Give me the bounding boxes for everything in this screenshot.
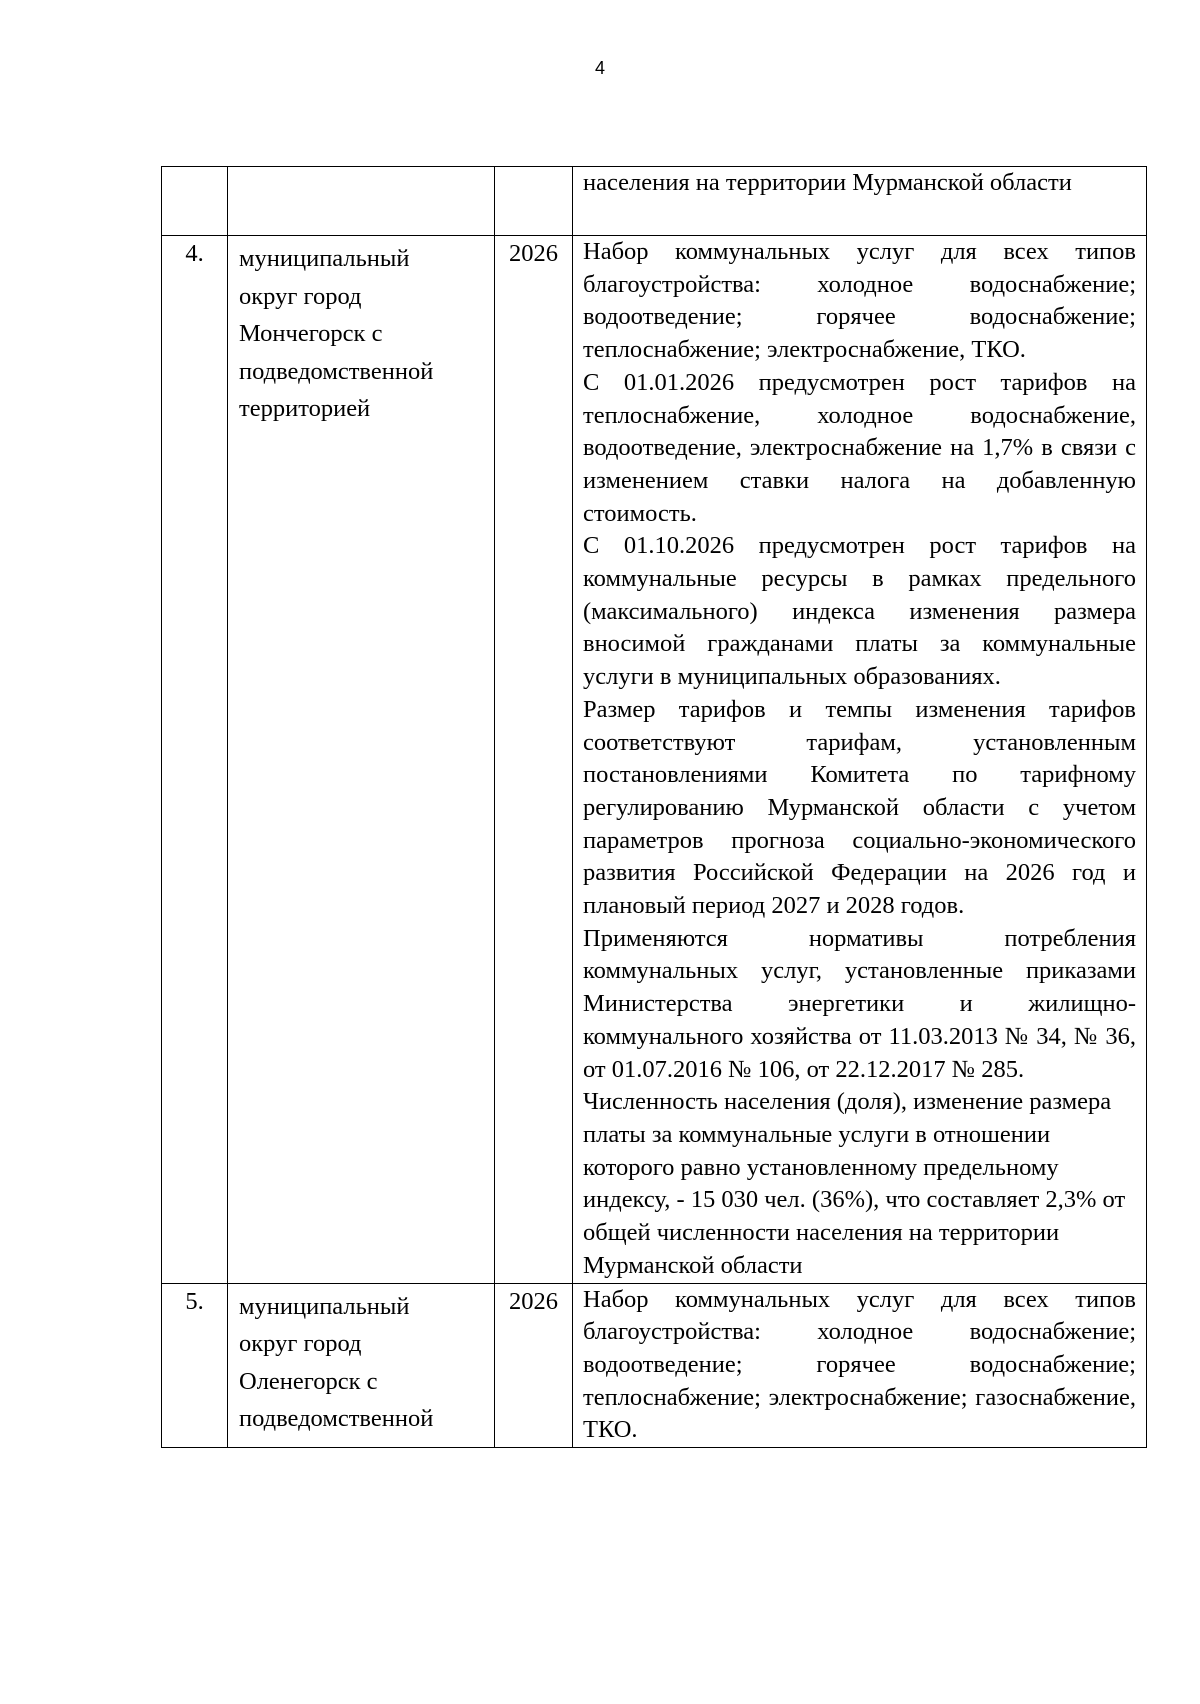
description-cell	[573, 1283, 1147, 1448]
description-paragraph: Набор коммунальных услуг для всех типов благоустройства: холодное водоснабжение; водоотведение; горячее водоснабжение; теплоснабжение; электроснабжение; газоснабжение, ТКО.	[583, 1285, 1136, 1444]
row-number-cell	[162, 167, 228, 236]
municipality-cell	[228, 236, 495, 1284]
description-paragraph: Размер тарифов и темпы изменения тарифов соответствуют тарифам, установленным постановлениями Комитета по тарифному регулированию Мурманской области с учетом параметров прогноза социально-экономического развития Российской Федерации на 2026 год и плановый период 2027 и 2028 годов.	[583, 695, 1136, 920]
description-paragraph: С 01.01.2026 предусмотрен рост тарифов на теплоснабжение, холодное водоснабжение, водоотведение, электроснабжение на 1,7% в связи с изменением ставки налога на добавленную стоимость.	[583, 368, 1136, 527]
description-paragraph: населения на территории Мурманской области	[583, 169, 1072, 196]
municipality-cell	[228, 167, 495, 236]
row-number-cell: 5.	[162, 1283, 228, 1448]
municipality-cell	[228, 1283, 495, 1448]
municipality-line: подведомственной	[239, 1405, 434, 1433]
municipal-tariff-table	[161, 166, 1147, 1448]
description-paragraph: Применяются нормативы потребления коммунальных услуг, установленные приказами Министерства энергетики и жилищно-коммунального хозяйства от 11.03.2013 № 34, № 36, от 01.07.2016 № 106, от 22.12.2017 № 285.	[583, 924, 1136, 1083]
municipality-line: территорией	[239, 395, 371, 423]
year-cell: 2026	[495, 236, 573, 1284]
municipality-line: муниципальный	[239, 245, 410, 272]
year-cell: 2026	[495, 1283, 573, 1448]
municipality-line: Мончегорск с	[239, 320, 383, 348]
description-paragraph: Набор коммунальных услуг для всех типов благоустройства: холодное водоснабжение; водоотведение; горячее водоснабжение; теплоснабжение; электроснабжение, ТКО.	[583, 238, 1136, 364]
municipality-line: подведомственной	[239, 357, 434, 385]
municipality-line: округ город	[239, 1330, 362, 1358]
description-paragraph: Численность населения (доля), изменение размера платы за коммунальные услуги в отношении которого равно установленному предельному индексу, - 15 030 чел. (36%), что составляет 2,3% от общей численности населения на территории Мурманской области	[583, 1088, 1126, 1279]
description-cell	[573, 236, 1147, 1284]
year-cell	[495, 167, 573, 236]
municipality-line: муниципальный	[239, 1292, 410, 1320]
table-row	[162, 236, 1147, 1284]
municipality-line: Оленегорск с	[239, 1367, 378, 1395]
row-number-cell: 4.	[162, 236, 228, 1284]
table-row	[162, 1283, 1147, 1448]
description-paragraph: С 01.10.2026 предусмотрен рост тарифов на коммунальные ресурсы в рамках предельного (максимального) индекса изменения размера вносимой гражданами платы за коммунальные услуги в муниципальных образованиях.	[583, 532, 1136, 691]
table-row	[162, 167, 1147, 236]
description-cell	[573, 167, 1147, 236]
page-number: 4	[594, 58, 605, 78]
municipality-line: округ город	[239, 282, 362, 310]
table-body	[162, 167, 1147, 1448]
